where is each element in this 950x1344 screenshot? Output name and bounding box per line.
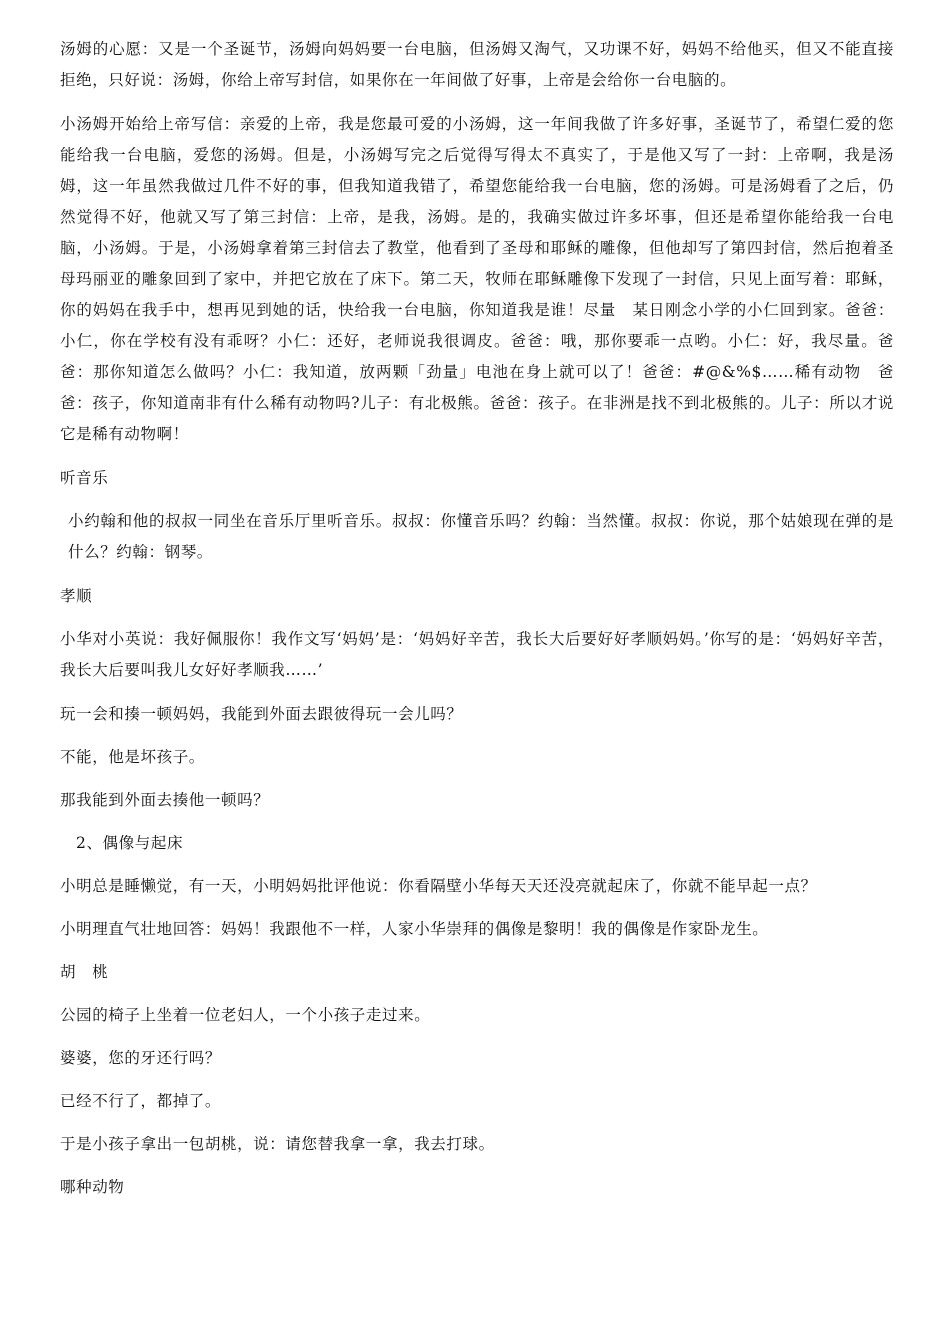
paragraph-xiaoming-answer: 小明理直气壮地回答：妈妈！我跟他不一样，人家小华崇拜的偶像是黎明！我的偶像是作家卧龙生。 [60,920,769,938]
paragraph-play-peter: 玩一会和揍一顿妈妈，我能到外面去跟彼得玩一会儿吗？ [60,705,463,723]
paragraph-john-music: 小约翰和他的叔叔一同坐在音乐厅里听音乐。叔叔：你懂音乐吗？约翰：当然懂。叔叔：你说，那个姑娘现在弹的是什么？约翰：钢琴。 [68,512,894,561]
heading-listen-music: 听音乐 [60,469,109,487]
paragraph-park-bench: 公园的椅子上坐着一位老妇人，一个小孩子走过来。 [60,1006,431,1024]
paragraph-teeth-question: 婆婆，您的牙还行吗？ [60,1049,222,1067]
paragraph-teeth-answer: 已经不行了，都掉了。 [60,1092,222,1110]
paragraph-tom-wish: 汤姆的心愿：又是一个圣诞节，汤姆向妈妈要一台电脑，但汤姆又淘气，又功课不好，妈妈不给他买，但又不能直接拒绝，只好说：汤姆，你给上帝写封信，如果你在一年间做了好事，上帝是会给你一台电脑的。 [60,40,894,89]
paragraph-xiaoming-sleep: 小明总是睡懒觉，有一天，小明妈妈批评他说：你看隔壁小华每天天还没亮就起床了，你就不能早起一点？ [60,877,817,895]
heading-walnut: 胡 桃 [60,963,109,981]
heading-filial: 孝顺 [60,587,93,605]
heading-which-animal: 哪种动物 [60,1178,125,1196]
paragraph-tom-letters: 小汤姆开始给上帝写信：亲爱的上帝，我是您最可爱的小汤姆，这一年间我做了许多好事，圣诞节了，希望仁爱的您能给我一台电脑，爱您的汤姆。但是，小汤姆写完之后觉得写得太不真实了，于是他又写了一封：上帝啊，我是汤姆，这一年虽然我做过几件不好的事，但我知道我错了，希望您能给我一台电脑，您的汤姆。可是汤姆看了之后，仍然觉得不好，他就又写了第三封信：上帝，是我，汤姆。是的，我确实做过许多坏事，但还是希望你能给我一台电脑，小汤姆。于是，小汤姆拿着第三封信去了教堂，他看到了圣母和耶稣的雕像，但他却写了第四封信，然后抱着圣母玛丽亚的雕象回到了家中，并把它放在了床下。第二天，牧师在耶稣雕像下发现了一封信，只见上面写着：耶稣，你的妈妈在我手中，想再见到她的话，快给我一台电脑，你知道我是谁！尽量 某日刚念小学的小仁回到家。爸爸：小仁，你在学校有没有乖呀？小仁：还好，老师说我很调皮。爸爸：哦，那你要乖一点哟。小仁：好，我尽量。爸爸：那你知道怎么做吗？小仁：我知道，放两颗「劲量」电池在身上就可以了！爸爸：#@&%$……稀有动物 爸爸：孩子，你知道南非有什么稀有动物吗?儿子：有北极熊。爸爸：孩子。在非洲是找不到北极熊的。儿子：所以才说它是稀有动物啊！ [60,115,894,443]
heading-idol-wakeup: 2、偶像与起床 [76,834,184,852]
paragraph-beat-him: 那我能到外面去揍他一顿吗？ [60,791,270,809]
paragraph-essay-mom: 小华对小英说：我好佩服你！我作文写‘妈妈’是：‘妈妈好辛苦，我长大后要好好孝顺妈妈。’你写的是：‘妈妈好辛苦，我长大后要叫我儿女好好孝顺我……’ [60,630,894,679]
paragraph-walnut-ending: 于是小孩子拿出一包胡桃，说：请您替我拿一拿，我去打球。 [60,1135,495,1153]
document-page [60,34,894,1215]
paragraph-bad-kid: 不能，他是坏孩子。 [60,748,205,766]
